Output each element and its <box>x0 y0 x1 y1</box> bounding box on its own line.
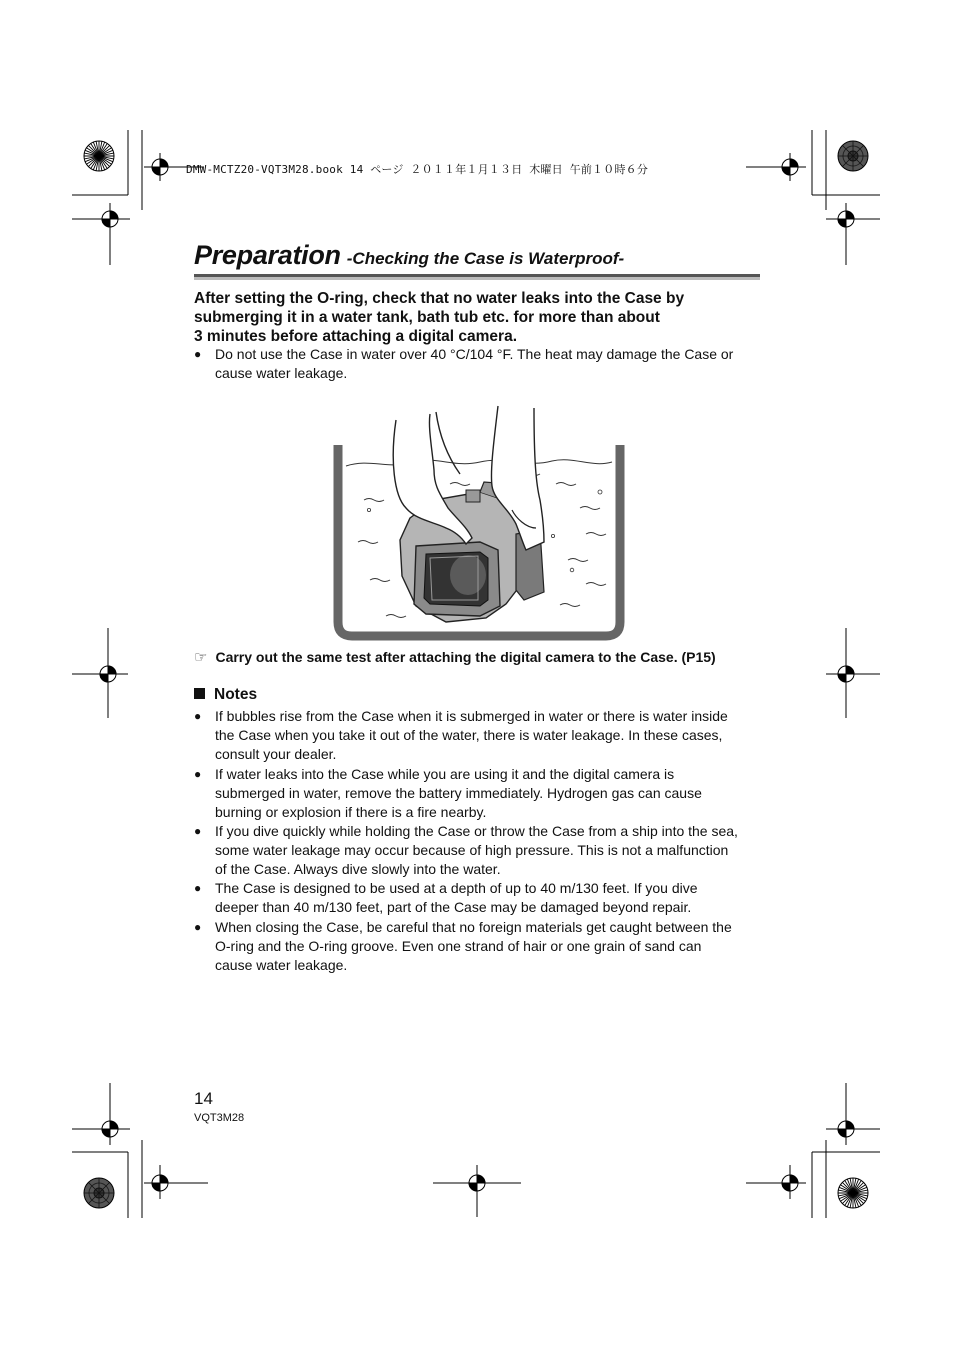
note-line: some water leakage may occur because of high pressure. This is not a malfunction <box>215 842 729 859</box>
note-line: submerged in water, remove the battery immediately. Hydrogen gas can cause <box>215 785 702 802</box>
intro-line: After setting the O-ring, check that no water leaks into the Case by <box>194 290 685 307</box>
note-line: cause water leakage. <box>215 957 348 974</box>
note-line: O-ring and the O-ring groove. Even one strand of hair or one grain of sand can <box>215 938 702 955</box>
note-line: of the Case. Always dive slowly into the water. <box>215 861 501 878</box>
bullet-icon: ● <box>194 767 202 781</box>
note-line: deeper than 40 m/130 feet, part of the Case may be damaged beyond repair. <box>215 899 692 916</box>
reference-text: Carry out the same test after attaching the digital camera to the Case. (P15) <box>215 649 716 665</box>
title-rule-shadow <box>194 277 760 280</box>
bullet-icon: ● <box>194 709 202 723</box>
note-line: When closing the Case, be careful that no foreign materials get caught between the <box>215 919 732 935</box>
page-number: 14 <box>194 1089 213 1108</box>
bullet-icon: ● <box>194 920 202 934</box>
submerge-case-illustration <box>330 400 630 645</box>
note-line: If you dive quickly while holding the Case or throw the Case from a ship into the sea, <box>215 823 738 839</box>
document-code: VQT3M28 <box>194 1112 245 1124</box>
title-main: Preparation <box>194 240 341 270</box>
square-bullet-icon <box>194 688 205 699</box>
bullet-icon: ● <box>194 347 202 361</box>
bullet-icon: ● <box>194 881 202 895</box>
note-line: The Case is designed to be used at a depth of up to 40 m/130 feet. If you dive <box>215 880 698 896</box>
print-file-info: DMW-MCTZ20-VQT3M28.book 14 ページ ２０１１年１月１３日 木曜日 午前１０時６分 <box>186 163 649 176</box>
notes-heading-text: Notes <box>214 686 258 703</box>
note-line: consult your dealer. <box>215 746 337 763</box>
intro-paragraph <box>194 289 774 346</box>
note-line: the Case when you take it out of the water, there is water leakage. In these cases, <box>215 727 723 744</box>
page-title <box>194 240 624 271</box>
bullet-line: Do not use the Case in water over 40 °C/104 °F. The heat may damage the Case or <box>215 346 734 362</box>
reference-note <box>194 648 716 666</box>
intro-line: 3 minutes before attaching a digital camera. <box>194 328 518 345</box>
note-line: If water leaks into the Case while you are using it and the digital camera is <box>215 766 675 782</box>
pointing-hand-icon: ☞ <box>194 649 208 666</box>
note-line: burning or explosion if there is a fire nearby. <box>215 804 487 821</box>
intro-line: submerging it in a water tank, bath tub etc. for more than about <box>194 309 660 326</box>
note-line: If bubbles rise from the Case when it is submerged in water or there is water inside <box>215 708 728 724</box>
bullet-line: cause water leakage. <box>215 365 348 382</box>
title-subtitle: -Checking the Case is Waterproof- <box>346 249 625 268</box>
notes-heading <box>194 686 257 704</box>
bullet-icon: ● <box>194 824 202 838</box>
